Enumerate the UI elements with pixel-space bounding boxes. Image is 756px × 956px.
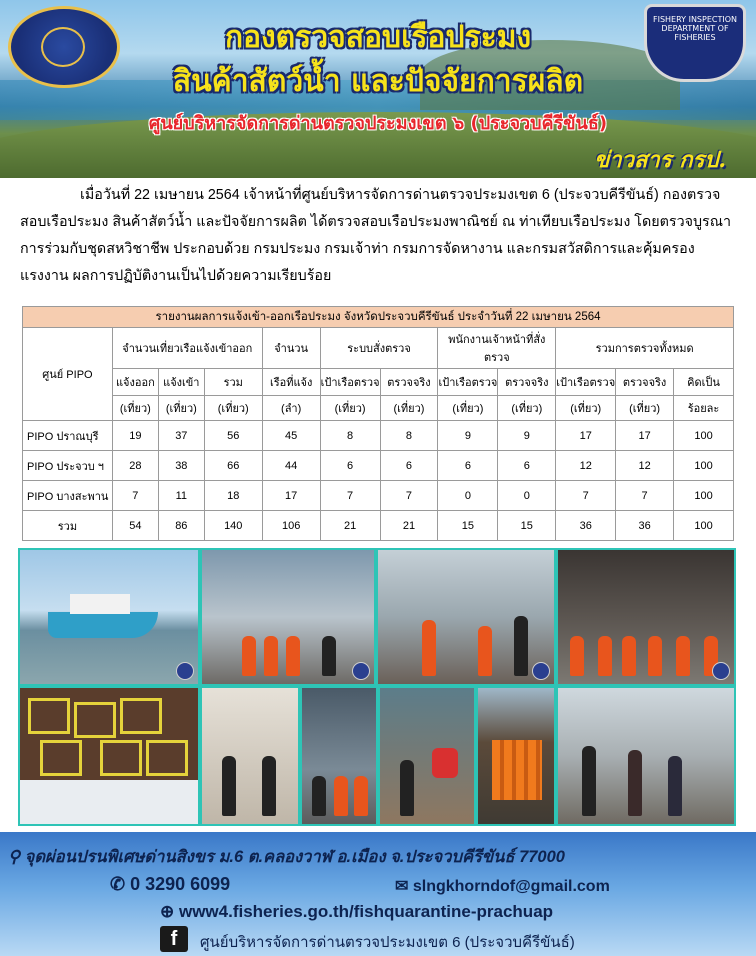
unit-trip: (เที่ยว) [556,396,616,421]
sub-total-target: เป้าเรือตรวจ [556,369,616,396]
photo-crew-lineup [556,548,736,686]
unit-trip: (เที่ยว) [498,396,556,421]
photo-crew-inspection-1 [200,548,376,686]
photo-fishing-boat [18,548,200,686]
cell: 140 [204,511,262,541]
facebook-icon[interactable]: f [160,926,188,952]
photo-life-jackets [476,686,556,826]
address-value: จุดผ่อนปรนพิเศษด่านสิงขร ม.6 ต.คลองวาฬ อ.เมือง จ.ประจวบคีรีขันธ์ 77000 [24,848,565,866]
group-system-header: ระบบสั่งตรวจ [320,328,438,369]
unit-trip: (เที่ยว) [380,396,438,421]
cell: 100 [674,451,734,481]
phone-icon: ✆ [110,874,131,894]
cell: 38 [158,451,204,481]
fishery-inspection-logo: FISHERY INSPECTION DEPARTMENT OF FISHERIES [644,4,746,82]
cell: 106 [262,511,320,541]
sub-percent: คิดเป็น [674,369,734,396]
cell: 12 [556,451,616,481]
unit-percent: ร้อยละ [674,396,734,421]
website-line [160,902,553,922]
unit-boat: (ลำ) [262,396,320,421]
table-caption: รายงานผลการแจ้งเข้า-ออกเรือประมง จังหวัดประจวบคีรีขันธ์ ประจำวันที่ 22 เมษายน 2564 [23,307,734,328]
photo-dock-paperwork [556,686,736,826]
cell: 56 [204,421,262,451]
title-line-2: สินค้าสัตว์น้ำ และปัจจัยการผลิต [172,64,584,99]
cell: 6 [438,451,498,481]
article-text: เมื่อวันที่ 22 เมษายน 2564 เจ้าหน้าที่ศูนย์บริหารจัดการด่านตรวจประมงเขต 6 (ประจวบคีรีขันธ์) กองตรวจสอบเรือประมง สินค้าสัตว์น้ำ และปัจจัยการผลิต ได้ตรวจสอบเรือประมงพาณิชย์ ณ ท่าเทียบเรือประมง โดยตรวจบูรณาการร่วมกับชุดสหวิชาชีพ ประกอบด้วย กรมประมง กรมเจ้าท่า กรมการจัดหางาน และกรมสวัสดิการและคุ้มครองแรงงาน ผลการปฏิบัติงานเป็นไปด้วยความเรียบร้อย [20,187,732,284]
row-center-name: PIPO บางสะพาน [23,481,113,511]
cell: 66 [204,451,262,481]
cell: 9 [498,421,556,451]
unit-trip: (เที่ยว) [320,396,380,421]
cell: 0 [438,481,498,511]
cell: 7 [380,481,438,511]
sub-out: แจ้งออก [112,369,158,396]
cell: 28 [112,451,158,481]
unit-trip: (เที่ยว) [438,396,498,421]
group-trips-header: จำนวนเที่ยวเรือแจ้งเข้าออก [112,328,262,369]
photo-collage [18,548,736,824]
photo-onboard-check [378,686,476,826]
cell: 7 [556,481,616,511]
cell: 15 [498,511,556,541]
group-total-header: รวมการตรวจทั้งหมด [556,328,734,369]
sub-in: แจ้งเข้า [158,369,204,396]
cell: 17 [556,421,616,451]
group-staff-header: พนักงานเจ้าหน้าที่สั่งตรวจ [438,328,556,369]
cell: 6 [320,451,380,481]
cell: 7 [616,481,674,511]
row-total-label: รวม [23,511,113,541]
unit-trip: (เที่ยว) [616,396,674,421]
header-banner [0,0,756,178]
map-pin-icon: ⚲ [8,848,25,866]
globe-icon: ⊕ [160,902,179,921]
sub-system-actual: ตรวจจริง [380,369,438,396]
cell: 44 [262,451,320,481]
cell: 18 [204,481,262,511]
cell: 36 [616,511,674,541]
group-boats-header: จำนวน [262,328,320,369]
sub-total-actual: ตรวจจริง [616,369,674,396]
cell: 0 [498,481,556,511]
cell: 21 [380,511,438,541]
cell: 7 [320,481,380,511]
cell: 11 [158,481,204,511]
cell: 36 [556,511,616,541]
article-paragraph [20,182,736,290]
title-line-3: ศูนย์บริหารจัดการด่านตรวจประมงเขต ๖ (ประจวบคีรีขันธ์) [148,113,608,134]
cell: 8 [320,421,380,451]
unit-trip: (เที่ยว) [158,396,204,421]
sub-sum: รวม [204,369,262,396]
photo-crew-inspection-2 [376,548,556,686]
cell: 17 [616,421,674,451]
photo-document-check [200,686,300,826]
inspection-table [22,306,734,541]
phone-value: 0 3290 6099 [130,874,231,894]
cell: 8 [380,421,438,451]
cell: 100 [674,511,734,541]
cell: 9 [438,421,498,451]
sub-staff-actual: ตรวจจริง [498,369,556,396]
title-line-1: กองตรวจสอบเรือประมง [224,20,532,55]
cell: 6 [380,451,438,481]
email-line [395,876,610,896]
table-row [23,451,734,481]
facebook-page-name[interactable]: ศูนย์บริหารจัดการด่านตรวจประมงเขต 6 (ประจวบคีรีขันธ์) [200,934,575,951]
sub-staff-target: เป้าเรือตรวจ [438,369,498,396]
row-center-name: PIPO ประจวบ ฯ [23,451,113,481]
cell: 100 [674,421,734,451]
cell: 17 [262,481,320,511]
table-row [23,481,734,511]
cell: 45 [262,421,320,451]
sub-system-target: เป้าเรือตรวจ [320,369,380,396]
row-center-name: PIPO ปราณบุรี [23,421,113,451]
photo-pier-inspection [300,686,378,826]
unit-trip: (เที่ยว) [112,396,158,421]
table-total-row [23,511,734,541]
cell: 19 [112,421,158,451]
cell: 6 [498,451,556,481]
cell: 7 [112,481,158,511]
cell: 15 [438,511,498,541]
unit-trip: (เที่ยว) [204,396,262,421]
news-tag: ข่าวสาร กรป. [594,147,726,173]
email-icon: ✉ [395,878,413,895]
address-text [8,844,565,870]
col-center-header: ศูนย์ PIPO [23,328,113,421]
cell: 21 [320,511,380,541]
cell: 12 [616,451,674,481]
contact-footer [0,832,756,956]
website-link[interactable]: www4.fisheries.go.th/fishquarantine-prachuap [178,902,554,921]
cell: 86 [158,511,204,541]
phone-line [110,874,230,895]
email-link[interactable]: slngkhorndof@gmail.com [412,878,610,895]
sub-boats: เรือที่แจ้ง [262,369,320,396]
cell: 54 [112,511,158,541]
photo-fish-crates [18,686,200,826]
cell: 100 [674,481,734,511]
table-row [23,421,734,451]
cell: 37 [158,421,204,451]
